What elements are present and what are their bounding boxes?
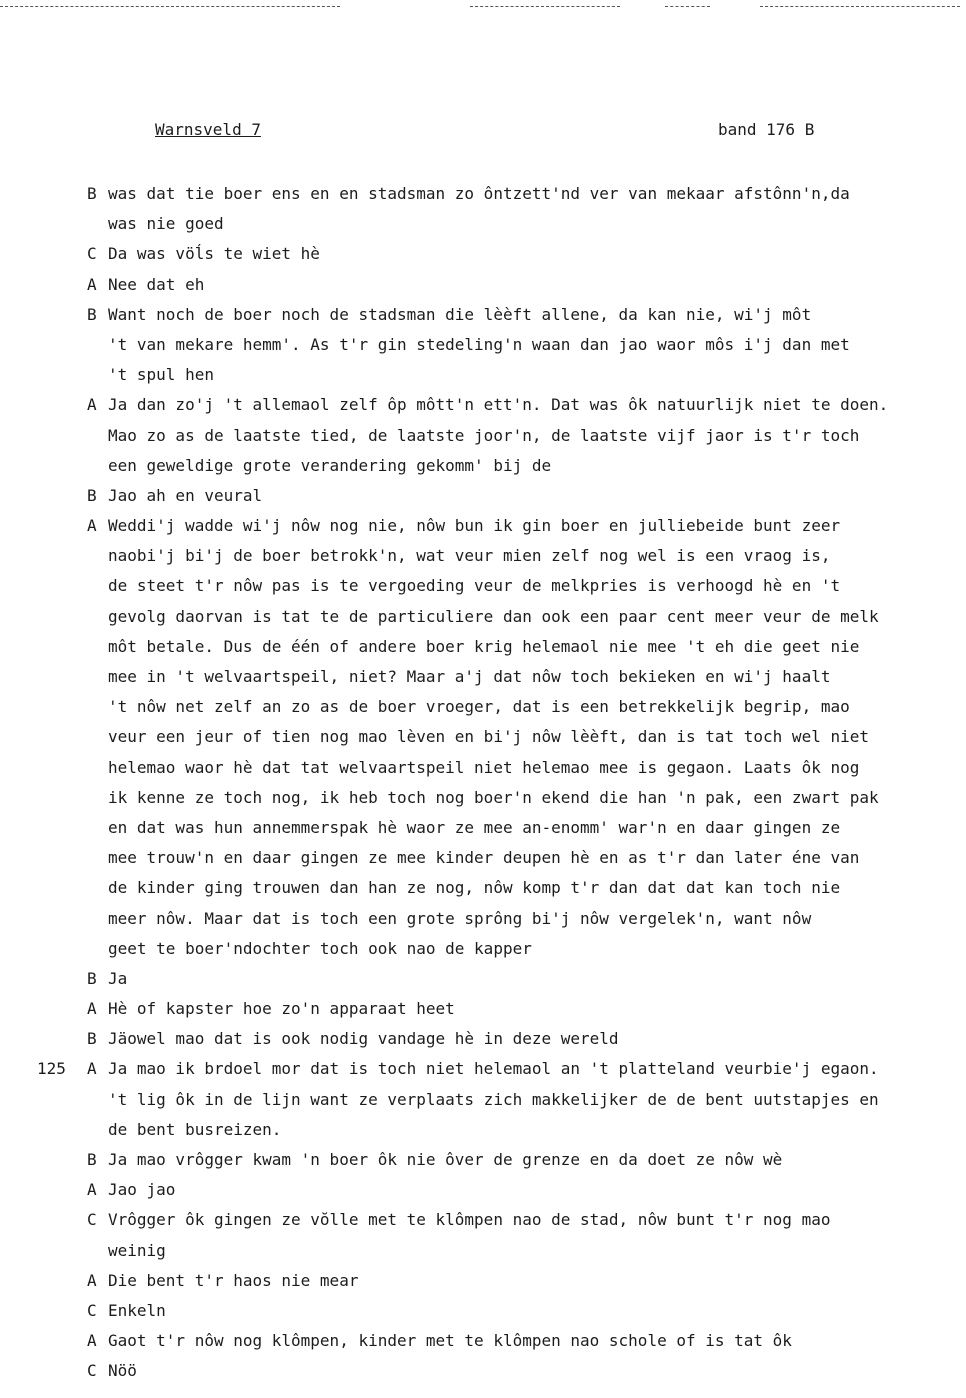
transcript-line — [87, 239, 927, 269]
transcript-line — [87, 964, 927, 994]
line-text: 't van mekare hemm'. As t'r gin stedeling'n waan dan jao waor môs i'j dan met — [108, 334, 850, 354]
speaker-label: A — [87, 274, 97, 294]
transcript-line — [87, 511, 927, 541]
transcript-line — [87, 692, 927, 722]
transcript-line — [87, 843, 927, 873]
transcript-line — [87, 722, 927, 752]
transcript-line — [87, 1236, 927, 1266]
transcript-line — [87, 994, 927, 1024]
line-text: de bent busreizen. — [108, 1119, 282, 1139]
line-text: 't spul hen — [108, 365, 214, 385]
line-text: en dat was hun annemmerspak hè waor ze mee an-enomm' war'n en daar gingen ze — [108, 817, 841, 837]
transcript-line — [87, 1296, 927, 1326]
transcript-line — [87, 179, 927, 209]
speaker-label: C — [87, 244, 97, 264]
transcript-line — [87, 1024, 927, 1054]
top-rule-left — [0, 6, 340, 7]
transcript-line — [87, 1175, 927, 1205]
line-text: Nöö — [108, 1361, 137, 1381]
line-text: Da was vöĺs te wiet hè — [108, 244, 320, 264]
transcript-line — [37, 1054, 927, 1084]
transcript-line — [87, 1326, 927, 1356]
transcript-line — [87, 753, 927, 783]
transcript-line — [87, 904, 927, 934]
transcript-line — [87, 571, 927, 601]
line-number: 125 — [37, 1059, 66, 1079]
transcript-line — [87, 209, 927, 239]
line-text: weinig — [108, 1240, 166, 1260]
top-rule-middle — [470, 6, 620, 7]
transcript-line — [87, 1145, 927, 1175]
line-text: geet te boer'ndochter toch ook nao de kapper — [108, 938, 532, 958]
line-text: was nie goed — [108, 214, 224, 234]
line-text: gevolg daorvan is tat te de particuliere dan ook een paar cent meer veur de melk — [108, 606, 879, 626]
line-text: Jäowel mao dat is ook nodig vandage hè in deze wereld — [108, 1029, 619, 1049]
speaker-label: B — [87, 304, 97, 324]
line-text: Jao jao — [108, 1180, 176, 1200]
transcript-line — [87, 873, 927, 903]
transcript-line — [87, 662, 927, 692]
speaker-label: C — [87, 1300, 97, 1320]
line-text: Ja mao vrôgger kwam 'n boer ôk nie ôver de grenze en da doet ze nôw wè — [108, 1150, 783, 1169]
transcript-line — [87, 270, 927, 300]
line-text: 't lig ôk in de lijn want ze verplaats zich makkelijker de de bent uutstapjes en — [108, 1089, 879, 1109]
speaker-label: A — [87, 1059, 97, 1079]
line-text: Ja mao ik brdoel mor dat is toch niet helemaol an 't platteland veurbie'j egaon. — [108, 1059, 879, 1079]
location-title: Warnsveld 7 — [155, 120, 261, 139]
line-text: meer nôw. Maar dat is toch een grote sprông bi'j nôw vergelek'n, want nôw — [108, 908, 812, 928]
speaker-label: B — [87, 1029, 97, 1049]
transcript-line — [87, 421, 927, 451]
transcript-line — [87, 300, 927, 330]
line-text: môt betale. Dus de één of andere boer krig helemaol nie mee 't eh die geet nie — [108, 636, 860, 656]
line-text: was dat tie boer ens en en stadsman zo ôntzett'nd ver van mekaar afstônn'n,da — [108, 184, 850, 203]
line-text: Want noch de boer noch de stadsman die lèèft allene, da kan nie, wi'j môt — [108, 304, 812, 324]
line-text: mee trouw'n en daar gingen ze mee kinder deupen hè en as t'r dan later éne van — [108, 848, 860, 868]
top-rule-right — [665, 6, 710, 7]
speaker-label: A — [87, 1180, 97, 1200]
line-text: Vrôgger ôk gingen ze vŏlle met te klômpen nao de stad, nôw bunt t'r nog mao — [108, 1210, 831, 1230]
line-text: een geweldige grote verandering gekomm' bij de — [108, 455, 552, 475]
transcript-line — [87, 1115, 927, 1145]
transcript-line — [87, 934, 927, 964]
line-text: Ja dan zo'j 't allemaol zelf ôp môtt'n ett'n. Dat was ôk natuurlijk niet te doen. — [108, 395, 889, 415]
line-text: de steet t'r nôw pas is te vergoeding veur de melkpries is verhoogd hè en 't — [108, 576, 841, 596]
line-text: Gaot t'r nôw nog klômpen, kinder met te klômpen nao schole of is tat ôk — [108, 1331, 792, 1351]
transcript-line — [87, 1205, 927, 1235]
line-text: Die bent t'r haos nie mear — [108, 1270, 359, 1290]
line-text: Enkeln — [108, 1300, 166, 1320]
line-text: naobi'j bi'j de boer betrokk'n, wat veur mien zelf nog wel is een vraog is, — [108, 546, 831, 566]
transcript-line — [87, 632, 927, 662]
speaker-label: C — [87, 1361, 97, 1381]
line-text: mee in 't welvaartspeil, niet? Maar a'j dat nôw toch bekieken en wi'j haalt — [108, 667, 831, 686]
line-text: de kinder ging trouwen dan han ze nog, nôw komp t'r dan dat dat kan toch nie — [108, 878, 841, 898]
speaker-label: A — [87, 999, 97, 1019]
line-text: Nee dat eh — [108, 274, 205, 294]
speaker-label: B — [87, 1150, 97, 1169]
line-text: veur een jeur of tien nog mao lèven en bi'j nôw lèèft, dan is tat toch wel niet — [108, 727, 869, 747]
line-text: Mao zo as de laatste tied, de laatste joor'n, de laatste vijf jaor is t'r toch — [108, 425, 860, 445]
transcript-line — [87, 481, 927, 511]
transcript-line — [87, 360, 927, 390]
line-text: helemao waor hè dat tat welvaartspeil niet helemao mee is gegaon. Laats ôk nog — [108, 757, 860, 777]
transcript-line — [87, 602, 927, 632]
speaker-label: C — [87, 1210, 97, 1230]
speaker-label: B — [87, 184, 97, 203]
tape-label: band 176 B — [718, 120, 815, 139]
transcript-line — [87, 451, 927, 481]
speaker-label: A — [87, 1331, 97, 1351]
transcript-line — [87, 1266, 927, 1296]
speaker-label: A — [87, 395, 97, 415]
transcript-line — [87, 1356, 927, 1386]
transcript-line — [87, 813, 927, 843]
speaker-label: B — [87, 485, 97, 505]
transcript-line — [87, 783, 927, 813]
speaker-label: A — [87, 1270, 97, 1290]
line-text: Weddi'j wadde wi'j nôw nog nie, nôw bun ik gin boer en julliebeide bunt zeer — [108, 516, 841, 536]
line-text: Hè of kapster hoe zo'n apparaat heet — [108, 999, 455, 1019]
speaker-label: B — [87, 968, 97, 988]
transcript-line — [87, 390, 927, 420]
line-text: 't nôw net zelf an zo as de boer vroeger, dat is een betrekkelijk begrip, mao — [108, 697, 850, 717]
transcript — [37, 179, 927, 1387]
line-text: ik kenne ze toch nog, ik heb toch nog boer'n ekend die han 'n pak, een zwart pak — [108, 787, 879, 807]
transcript-line — [87, 330, 927, 360]
line-text: Ja — [108, 968, 128, 988]
transcript-line — [87, 541, 927, 571]
line-text: Jao ah en veural — [108, 485, 263, 505]
speaker-label: A — [87, 516, 97, 536]
top-rule-far-right — [760, 6, 960, 7]
transcript-line — [87, 1085, 927, 1115]
